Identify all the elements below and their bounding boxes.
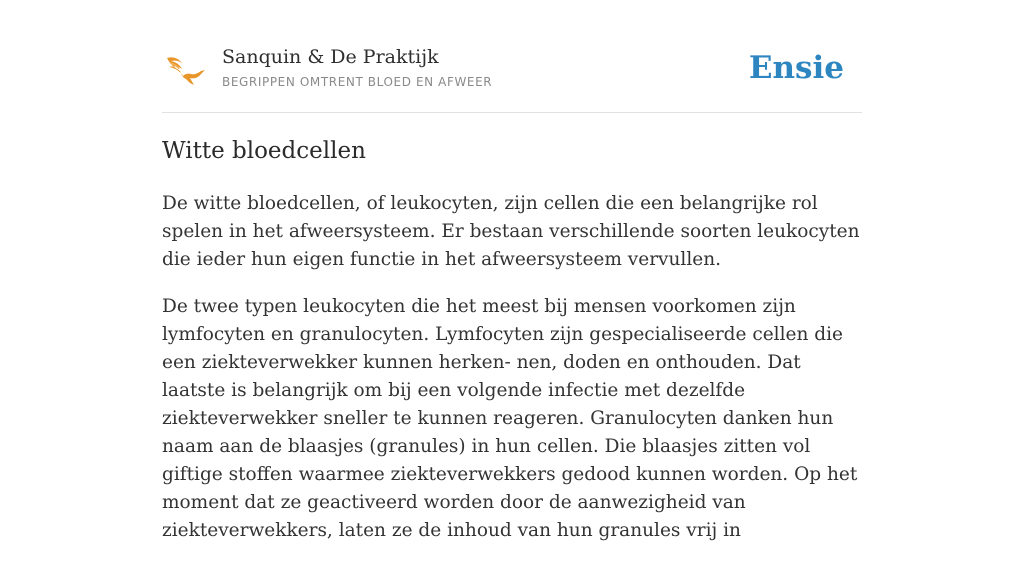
header: [162, 0, 862, 113]
page: [162, 0, 862, 541]
bird-logo-icon[interactable]: [164, 52, 206, 88]
paragraph: De twee typen leukocyten die het meest bij mensen voorkomen zijn lymfocyten en granulocyten. Lymfocyten zijn gespecialiseerde cellen die een ziekteverwekker kunnen herken- nen, doden en onthouden. Dat laatste is belangrijk om bij een volgende infectie met dezelfde ziekteverwekker sneller te kunnen reageren. Granulocyten danken hun naam aan de blaasjes (granules) in hun cellen. Die blaasjes zitten vol giftige stoffen waarmee ziekteverwekkers gedood kunnen worden. Op het moment dat ze geactiveerd worden door de aanwezigheid van ziekteverwekkers, laten ze de inhoud van hun granules vrij in: [162, 296, 858, 541]
brand-logo[interactable]: Ensie: [748, 50, 844, 86]
article-title: Witte bloedcellen: [162, 138, 366, 164]
site-subtitle: BEGRIPPEN OMTRENT BLOED EN AFWEER: [222, 75, 493, 89]
paragraph: De witte bloedcellen, of leukocyten, zijn cellen die een belangrijke rol spelen in het afweersysteem. Er bestaan verschillende soorten leukocyten die ieder hun eigen functie in het afweersysteem vervullen.: [162, 193, 860, 270]
article-body: [162, 190, 862, 564]
site-title[interactable]: Sanquin & De Praktijk: [222, 46, 439, 68]
